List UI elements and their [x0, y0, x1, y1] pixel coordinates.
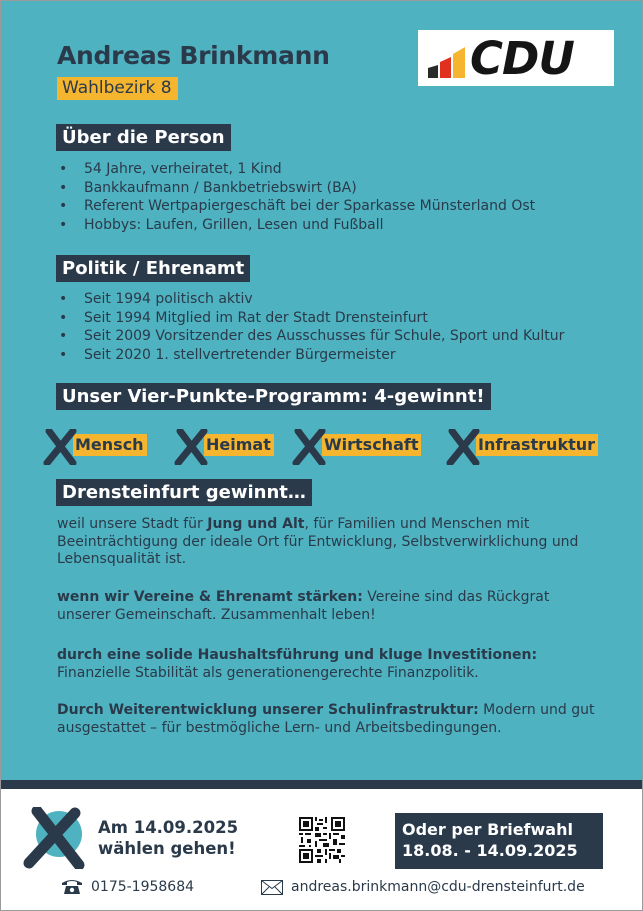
- point-label: Mensch: [73, 434, 147, 456]
- logo-bars-icon: [428, 46, 466, 78]
- postal-vote-line-1: Oder per Briefwahl: [402, 820, 573, 839]
- vote-line-2: wählen gehen!: [98, 839, 236, 858]
- ballot-cross-icon: [21, 807, 87, 869]
- para-emphasis: Jung und Alt: [207, 516, 305, 532]
- list-item: • Seit 1994 politisch aktiv: [57, 290, 564, 309]
- person-heading: Über die Person: [56, 124, 231, 151]
- para-emphasis: Durch Weiterentwicklung unserer Schulinfrastruktur:: [57, 702, 479, 718]
- cross-mark-icon: [43, 429, 83, 465]
- list-item: • Seit 2009 Vorsitzender des Ausschusses für Schule, Sport und Kultur: [57, 327, 564, 346]
- para-text: Vereine sind das Rückgrat unserer Gemeinschaft. Zusammenhalt leben!: [57, 589, 550, 623]
- phone-icon: [61, 878, 83, 895]
- para-emphasis: durch eine solide Haushaltsführung und kluge Investitionen:: [57, 647, 538, 663]
- politics-heading: Politik / Ehrenamt: [56, 255, 250, 282]
- district-badge: Wahlbezirk 8: [57, 77, 178, 100]
- list-item: • Referent Wertpapiergeschäft bei der Sparkasse Münsterland Ost: [57, 197, 535, 216]
- list-item: • Seit 1994 Mitglied im Rat der Stadt Drensteinfurt: [57, 309, 564, 328]
- postal-vote-line-2: 18.08. - 14.09.2025: [402, 841, 578, 860]
- politics-list: [57, 290, 564, 364]
- candidate-name: Andreas Brinkmann: [57, 41, 330, 70]
- cross-mark-icon: [292, 429, 332, 465]
- footer-divider: [1, 780, 642, 789]
- person-list: [57, 160, 535, 234]
- wins-paragraph-4: [57, 702, 597, 737]
- list-item: • 54 Jahre, verheiratet, 1 Kind: [57, 160, 535, 179]
- point-label: Wirtschaft: [322, 434, 421, 456]
- vote-line-1: Am 14.09.2025: [98, 818, 239, 837]
- qr-code-icon[interactable]: [299, 817, 345, 863]
- cdu-logo: [418, 30, 614, 86]
- list-item: • Hobbys: Laufen, Grillen, Lesen und Fußball: [57, 216, 535, 235]
- wins-paragraph-2: [57, 589, 597, 624]
- wins-paragraph-1: [57, 516, 597, 569]
- point-label: Heimat: [204, 434, 274, 456]
- point-label: Infrastruktur: [476, 434, 598, 456]
- postal-vote-box: [395, 813, 603, 869]
- para-text: , für Familien und Menschen mit Beeinträchtigung der ideale Ort für Entwicklung, Selbstverwirklichung und Lebensqualität ist.: [57, 516, 579, 567]
- program-heading: Unser Vier-Punkte-Programm: 4-gewinnt!: [56, 383, 491, 410]
- wins-heading: Drensteinfurt gewinnt…: [56, 479, 312, 506]
- para-text: Finanzielle Stabilität als generationengerechte Finanzpolitik.: [57, 664, 479, 681]
- para-text: weil unsere Stadt für: [57, 516, 208, 532]
- email-contact[interactable]: [261, 879, 585, 895]
- phone-number: 0175-1958684: [91, 879, 195, 895]
- para-text: Modern und gut ausgestattet – für bestmögliche Lern- und Arbeitsbedingungen.: [57, 702, 595, 736]
- phone-contact[interactable]: [61, 879, 194, 895]
- vote-date: [98, 817, 238, 859]
- para-emphasis: wenn wir Vereine & Ehrenamt stärken:: [57, 589, 363, 605]
- wins-paragraph-3: [57, 647, 597, 682]
- list-item: • Seit 2020 1. stellvertretender Bürgermeister: [57, 346, 564, 365]
- email-address: andreas.brinkmann@cdu-drensteinfurt.de: [291, 879, 585, 895]
- cross-mark-icon: [446, 429, 486, 465]
- envelope-icon: [261, 880, 283, 895]
- logo-wordmark: CDU: [470, 32, 574, 85]
- list-item: • Bankkaufmann / Bankbetriebswirt (BA): [57, 179, 535, 198]
- cross-mark-icon: [174, 429, 214, 465]
